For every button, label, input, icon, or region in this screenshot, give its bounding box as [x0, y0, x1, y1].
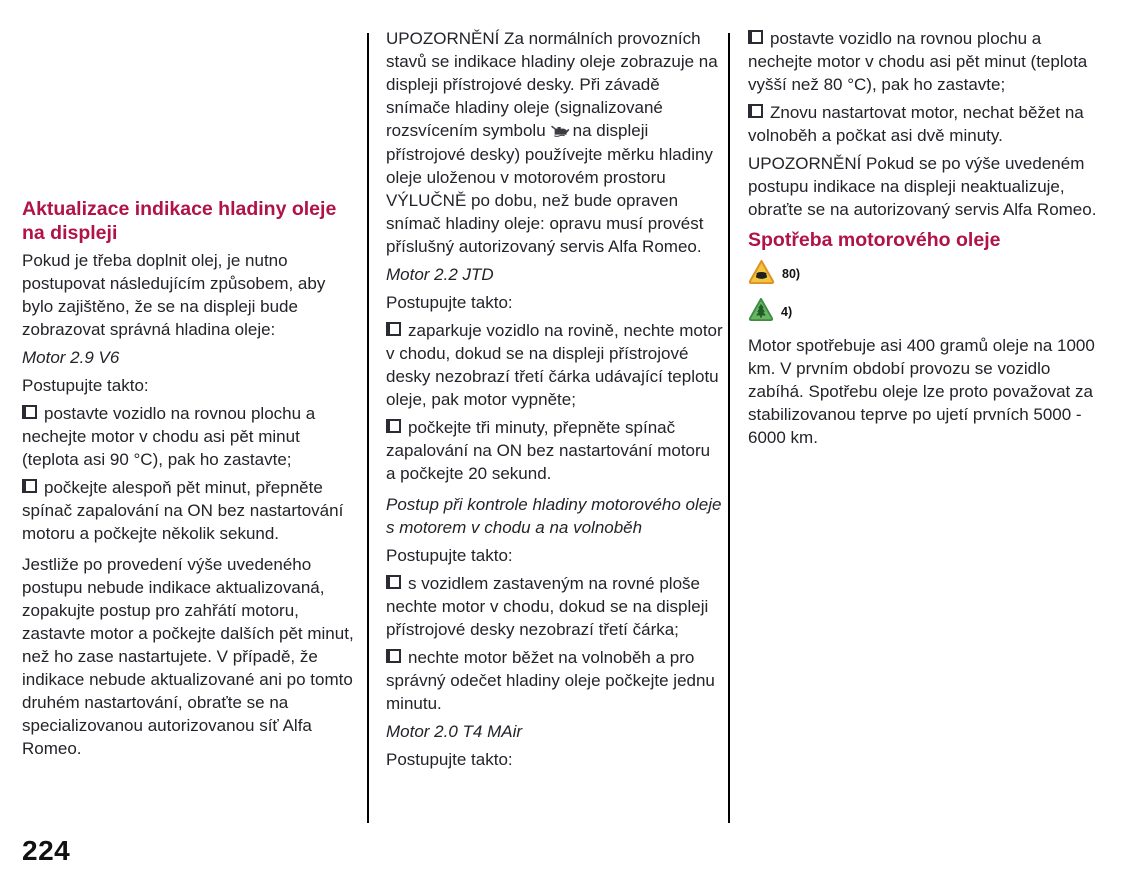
right-column: [748, 27, 1108, 454]
procedure-intro: Postupujte takto:: [386, 546, 513, 565]
column-divider-left: [367, 33, 369, 823]
footnote-number: 4): [781, 304, 793, 319]
list-item: [386, 572, 723, 641]
list-item: [386, 416, 723, 485]
list-item: [22, 402, 360, 471]
footnote-row: [748, 259, 1108, 290]
square-bullet-icon: [386, 322, 401, 336]
eco-tree-triangle-icon: [748, 297, 774, 327]
footnote-row: [748, 297, 1108, 327]
procedure-intro: Postupujte takto:: [22, 376, 149, 395]
square-bullet-icon: [22, 479, 37, 493]
section-heading-oil-level-update: Aktualizace indikace hladiny oleje na displeji: [22, 198, 337, 244]
procedure-intro: Postupujte takto:: [386, 293, 513, 312]
warning-note: UPOZORNĚNÍ Pokud se po výše uvedeném postupu indikace na displeji neaktualizuje, obraťte se na autorizovaný servis Alfa Romeo.: [748, 154, 1097, 219]
middle-column: [386, 27, 723, 776]
paragraph: Pokud je třeba doplnit olej, je nutno postupovat následujícím způsobem, aby bylo zajištěno, že se na displeji bude zobrazovat správná hladina oleje:: [22, 251, 326, 339]
square-bullet-icon: [22, 405, 37, 419]
footnote-number: 80): [782, 267, 801, 281]
list-item: [22, 476, 360, 545]
section-heading-oil-consumption: Spotřeba motorového oleje: [748, 229, 1001, 251]
list-item: [386, 646, 723, 715]
engine-variant-label: Motor 2.2 JTD: [386, 265, 494, 284]
engine-variant-label: Motor 2.9 V6: [22, 348, 120, 367]
subsection-title-idle-check: Postup při kontrole hladiny motorového oleje s motorem v chodu a na volnoběh: [386, 495, 722, 537]
list-item-text: nechte motor běžet na volnoběh a pro správný odečet hladiny oleje počkejte jednu minutu.: [386, 648, 715, 713]
list-item-text: postavte vozidlo na rovnou plochu a nechejte motor v chodu asi pět minut (teplota asi 90 °C), pak ho zastavte;: [22, 404, 316, 469]
square-bullet-icon: [386, 575, 401, 589]
square-bullet-icon: [386, 419, 401, 433]
warning-note-text-after: na displeji přístrojové desky) používejte měrku hladiny oleje uloženou v motorovém prostoru VÝLUČNĚ po dobu, než bude opraven snímač hladiny oleje: opravu musí provést příslušný autorizovaný servis Alfa Romeo.: [386, 121, 713, 256]
square-bullet-icon: [748, 104, 763, 118]
list-item: [386, 319, 723, 411]
engine-oil-symbol-icon: [549, 120, 570, 143]
list-item-text: zaparkuje vozidlo na rovině, nechte motor v chodu, dokud se na displeji přístrojové desky nezobrazí třetí čárka udávající teplotu oleje, pak motor vypněte;: [386, 321, 723, 409]
page-number: 224: [22, 835, 71, 866]
list-item: [748, 101, 1108, 147]
square-bullet-icon: [386, 649, 401, 663]
warning-note-text-before: UPOZORNĚNÍ Za normálních provozních stavů se indikace hladiny oleje zobrazuje na displeji přístrojové desky. Při závadě snímače hladiny oleje (signalizované rozsvícením symbolu: [386, 29, 718, 140]
list-item-text: postavte vozidlo na rovnou plochu a nechejte motor v chodu asi pět minut (teplota vyšší než 80 °C), pak ho zastavte;: [748, 29, 1088, 94]
list-item-text: s vozidlem zastaveným na rovné ploše nechte motor v chodu, dokud se na displeji přístrojové desky nezobrazí třetí čárka;: [386, 574, 709, 639]
car-warning-triangle-icon: [748, 259, 775, 290]
procedure-intro: Postupujte takto:: [386, 750, 513, 769]
square-bullet-icon: [748, 30, 763, 44]
list-item-text: počkejte alespoň pět minut, přepněte spínač zapalování na ON bez nastartování motoru a počkejte několik sekund.: [22, 478, 344, 543]
paragraph: Jestliže po provedení výše uvedeného postupu nebude indikace aktualizovaná, zopakujte postup pro zahřátí motoru, zastavte motor a počkejte dalších pět minut, než ho zase nastartujete. V případě, že indikace nebude aktualizované ani po tomto druhém nastartování, obraťte se na specializovanou autorizovanou síť Alfa Romeo.: [22, 555, 354, 758]
paragraph-oil-consumption: Motor spotřebuje asi 400 gramů oleje na 1000 km. V prvním období provozu se vozidlo zabíhá. Spotřebu oleje lze proto považovat za stabilizovanou teprve po ujetí prvních 5000 - 6000 km.: [748, 336, 1095, 447]
column-divider-right: [728, 33, 730, 823]
list-item-text: počkejte tři minuty, přepněte spínač zapalování na ON bez nastartování motoru a počkejte 20 sekund.: [386, 418, 711, 483]
warning-note: [386, 27, 723, 258]
engine-variant-label: Motor 2.0 T4 MAir: [386, 722, 523, 741]
list-item-text: Znovu nastartovat motor, nechat běžet na volnoběh a počkat asi dvě minuty.: [748, 103, 1084, 145]
list-item: [748, 27, 1108, 96]
left-column: [22, 197, 360, 765]
